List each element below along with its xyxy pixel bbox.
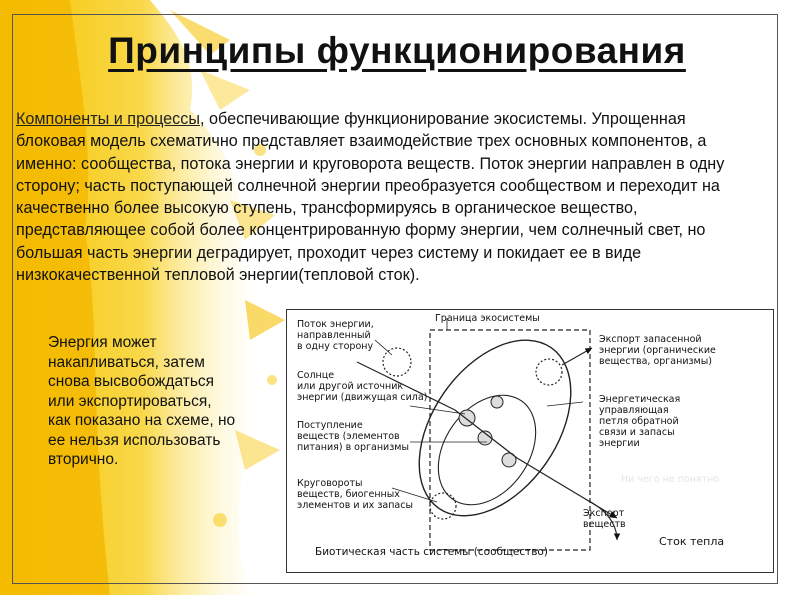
- label-boundary: Граница экосистемы: [435, 313, 540, 324]
- label-input: Поступление веществ (элементов питания) в организмы: [297, 420, 409, 453]
- label-cycles: Круговороты веществ, биогенных элементов и их запасы: [297, 478, 413, 511]
- side-note: Энергия может накапливаться, затем снова высвобождаться или экспортироваться, как показано на схеме, но ее нельзя использовать вторично.: [48, 334, 236, 468]
- export-arrow: [562, 348, 592, 365]
- energy-loop: [388, 312, 602, 544]
- label-export-energy: Экспорт запасенной энергии (органические вещества, организмы): [599, 334, 716, 367]
- label-regulating-loop: Энергетическая управляющая петля обратной связи и запасы энергии: [599, 394, 681, 449]
- matter-cycle: [418, 377, 556, 523]
- label-energy-flow: Поток энергии, направленный в одну сторону: [297, 319, 374, 352]
- paragraph-text: , обеспечивающие функционирование экосистемы. Упрощенная блоковая модель схематично представляет взаимодействие трех основных компонентов, а именно: сообщества, потока энергии и круговорота веществ. Поток энергии направлен в одну сторону; часть поступающей солнечной энергии преобразуется сообществом и переходит на качественно более высокую ступень, трансформируясь в органическое вещество, представляющее собой более концентрированную форму энергии, чем солнечный свет, но большая часть энергии деградирует, проходит через систему и покидает ее в виде низкокачественной тепловой энергии(тепловой сток).: [16, 110, 725, 285]
- export-storage: [536, 359, 562, 385]
- page-title: Принципы функционирования: [108, 30, 686, 71]
- ecosystem-diagram: [286, 309, 774, 573]
- components-link[interactable]: Компоненты и процессы: [16, 110, 200, 128]
- label-sun: Солнце или другой источник энергии (движущая сила): [297, 370, 428, 403]
- body-paragraph: [16, 108, 756, 286]
- watermark-text: Ни чего не понятно: [621, 474, 720, 485]
- nutrient-storage: [430, 493, 456, 519]
- label-export-matter: Экспорт веществ: [583, 508, 626, 530]
- label-biotic: Биотическая часть системы (сообщество): [315, 546, 548, 558]
- label-heat-sink: Сток тепла: [659, 535, 725, 548]
